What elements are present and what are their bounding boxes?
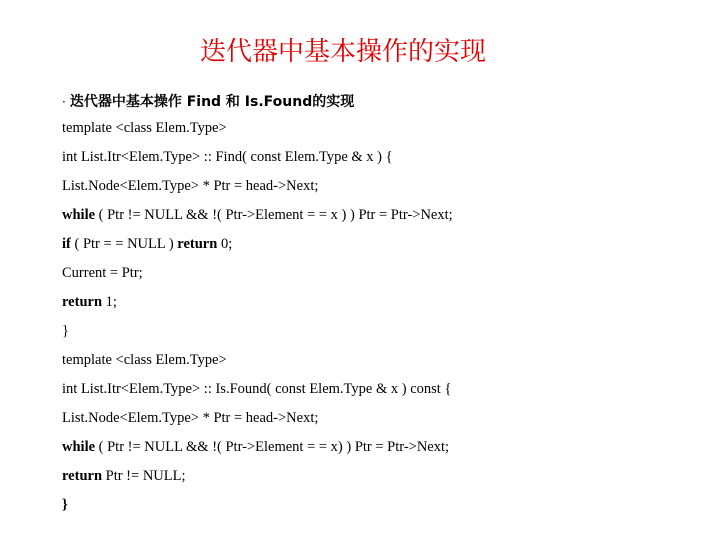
code-keyword: while: [62, 207, 96, 223]
code-text: <: [111, 352, 124, 368]
code-line: [62, 176, 712, 205]
code-text: const: [410, 381, 441, 397]
bullet-text: 迭代器中基本操作 Find 和 Is.Found的实现: [69, 94, 355, 110]
code-text: Elem.Type & x ) {: [281, 149, 393, 165]
code-text: int: [62, 381, 78, 397]
code-line: [62, 350, 712, 379]
code-keyword: }: [62, 497, 68, 513]
code-text: 1;: [102, 294, 117, 310]
code-text: Elem.Type>: [151, 120, 227, 136]
code-line: [62, 408, 712, 437]
code-text: List.Node<Elem.Type> * Ptr = head->Next;: [62, 178, 319, 194]
code-text: }: [62, 323, 69, 339]
code-text: {: [440, 381, 452, 397]
code-text: Current = Ptr;: [62, 265, 143, 281]
code-text: ( Ptr = = NULL ): [70, 236, 178, 252]
code-text: Elem.Type & x ): [305, 381, 411, 397]
code-line: [62, 321, 712, 350]
code-keyword: return: [62, 468, 103, 484]
code-line: [62, 466, 712, 495]
code-text: 0;: [217, 236, 233, 252]
code-text: template: [62, 120, 112, 136]
code-text: List.Itr<Elem.Type> :: Find(: [77, 149, 251, 165]
code-line: [62, 495, 712, 524]
slide-title: 迭代器中基本操作的实现: [199, 37, 486, 67]
code-line: [62, 292, 712, 321]
code-text: <: [111, 120, 124, 136]
code-line: [62, 437, 712, 466]
code-keyword: if: [62, 236, 71, 252]
code-text: ( Ptr != NULL && !( Ptr->Element = = x) ) Ptr = Ptr->Next;: [95, 439, 450, 455]
code-text: const: [275, 381, 306, 397]
code-text: Ptr != NULL;: [102, 468, 186, 484]
code-keyword: while: [62, 439, 96, 455]
code-line: [62, 118, 712, 147]
code-line: [62, 147, 712, 176]
code-line: [62, 379, 712, 408]
code-text: List.Node<Elem.Type> * Ptr = head->Next;: [62, 410, 319, 426]
code-text: class: [123, 120, 152, 136]
code-text: const: [250, 149, 282, 165]
bullet-marker: ·: [62, 95, 66, 109]
code-text: class: [123, 352, 152, 368]
code-text: template: [62, 352, 112, 368]
code-block: [62, 118, 712, 524]
code-text: Elem.Type>: [151, 352, 227, 368]
code-keyword: return: [177, 236, 218, 252]
bullet-item: [62, 92, 354, 112]
code-text: List.Itr<Elem.Type> :: Is.Found(: [77, 381, 276, 397]
code-line: [62, 234, 712, 263]
code-line: [62, 263, 712, 292]
code-keyword: return: [62, 294, 103, 310]
code-text: ( Ptr != NULL && !( Ptr->Element = = x ) ) Ptr = Ptr->Next;: [95, 207, 453, 223]
code-line: [62, 205, 712, 234]
code-text: int: [62, 149, 78, 165]
